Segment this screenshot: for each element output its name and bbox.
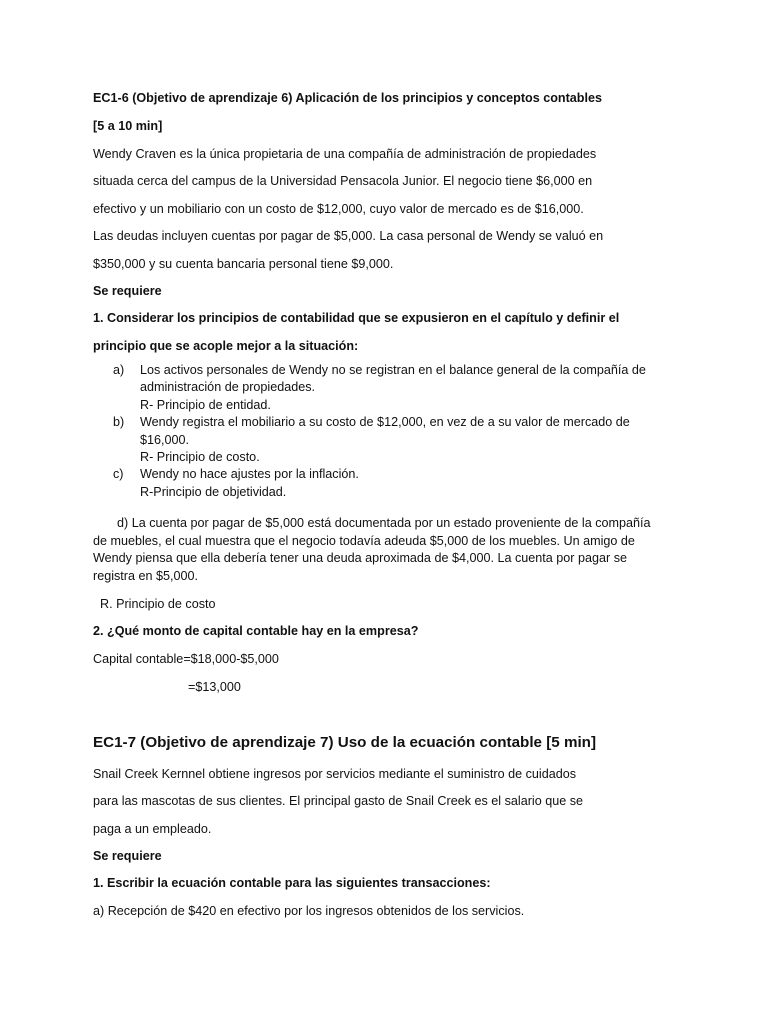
ec16-question-1: 1. Considerar los principios de contabilidad que se expusieron en el capítulo y definir el xyxy=(93,311,620,325)
ec16-answer-list xyxy=(113,362,673,501)
ec17-heading: EC1-7 (Objetivo de aprendizaje 7) Uso de la ecuación contable [5 min] xyxy=(93,734,596,751)
ec16-time: [5 a 10 min] xyxy=(93,119,163,133)
item-d-line: d) La cuenta por pagar de $5,000 está documentada por un estado proveniente de la compañía xyxy=(117,516,651,530)
ec16-answer-d: R. Principio de costo xyxy=(100,597,216,611)
list-item-text: administración de propiedades. xyxy=(140,380,316,395)
list-item xyxy=(113,362,673,414)
ec16-question-1-cont: principio que se acople mejor a la situación: xyxy=(93,339,359,353)
ec17-question-1: 1. Escribir la ecuación contable para las siguientes transacciones: xyxy=(93,876,491,890)
ec16-question-2: 2. ¿Qué monto de capital contable hay en la empresa? xyxy=(93,624,419,638)
list-item-answer: R-Principio de objetividad. xyxy=(140,484,287,499)
ec16-body-line: Wendy Craven es la única propietaria de una compañía de administración de propiedades xyxy=(93,147,597,161)
ec16-calc-result: =$13,000 xyxy=(188,680,241,694)
ec16-body-line: situada cerca del campus de la Universidad Pensacola Junior. El negocio tiene $6,000 en xyxy=(93,174,593,188)
ec17-body-line: paga a un empleado. xyxy=(93,822,212,836)
list-item-answer: R- Principio de entidad. xyxy=(140,397,271,412)
list-item-answer: R- Principio de costo. xyxy=(140,450,260,465)
item-d-line: registra en $5,000. xyxy=(93,568,199,583)
list-marker: a) xyxy=(113,363,125,377)
ec16-body-line: efectivo y un mobiliario con un costo de $12,000, cuyo valor de mercado es de $16,000. xyxy=(93,202,584,216)
ec17-body-line: Snail Creek Kernnel obtiene ingresos por servicios mediante el suministro de cuidados xyxy=(93,767,577,781)
ec16-calc-line: Capital contable=$18,000-$5,000 xyxy=(93,652,279,666)
list-item-text: Wendy registra el mobiliario a su costo de $12,000, en vez de a su valor de mercado de xyxy=(140,415,630,430)
ec16-body-line: Las deudas incluyen cuentas por pagar de $5,000. La casa personal de Wendy se valuó en xyxy=(93,229,604,243)
ec16-body-line: $350,000 y su cuenta bancaria personal tiene $9,000. xyxy=(93,257,394,271)
item-d-line: de muebles, el cual muestra que el negocio todavía adeuda $5,000 de los muebles. Un amigo de xyxy=(93,533,635,548)
ec16-required: Se requiere xyxy=(93,284,162,298)
list-item xyxy=(113,414,673,466)
list-marker: b) xyxy=(113,415,125,430)
ec17-body-line: para las mascotas de sus clientes. El principal gasto de Snail Creek es el salario que se xyxy=(93,794,584,808)
list-item-text: $16,000. xyxy=(140,432,190,447)
ec16-heading: EC1-6 (Objetivo de aprendizaje 6) Aplicación de los principios y conceptos contables xyxy=(93,91,603,105)
list-marker: c) xyxy=(113,467,124,482)
list-item-text: Los activos personales de Wendy no se registran en el balance general de la compañía de xyxy=(140,363,646,377)
ec17-item-a: a) Recepción de $420 en efectivo por los ingresos obtenidos de los servicios. xyxy=(93,904,525,918)
list-item-text: Wendy no hace ajustes por la inflación. xyxy=(140,467,359,482)
ec17-required: Se requiere xyxy=(93,849,162,863)
ec16-item-d xyxy=(93,515,673,585)
item-d-line: Wendy piensa que ella debería tener una deuda aproximada de $4,000. La cuenta por pagar se xyxy=(93,551,627,566)
list-item xyxy=(113,466,673,501)
